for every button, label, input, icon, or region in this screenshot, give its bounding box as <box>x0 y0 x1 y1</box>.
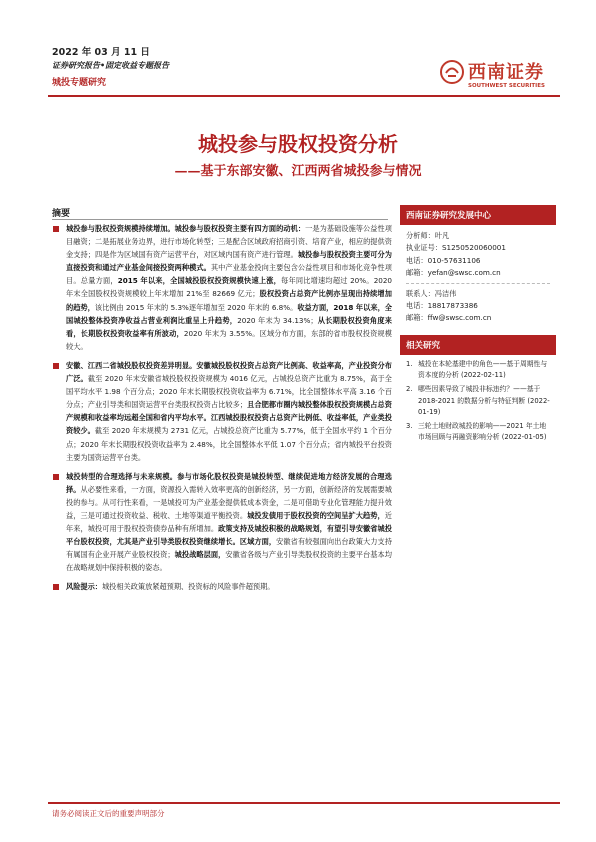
abstract-paragraph <box>52 470 392 575</box>
contact-line: 联系人：冯洁伟 <box>406 288 457 298</box>
bullet-icon <box>53 363 59 369</box>
emphasis-text: 政策支持及城投积极的战略规划，有望引导安徽省城投平台股权投资，尤其是产业引导类股权投资继续增长。区域方面， <box>66 524 392 547</box>
related-item-number: 1. <box>406 359 413 368</box>
sidebar <box>400 205 556 446</box>
contact-line: 邮箱：yefan@swsc.com.cn <box>406 268 501 278</box>
related-research-list <box>400 355 556 444</box>
logo-text-cn: 西南证券 <box>468 62 544 83</box>
related-research-item[interactable] <box>406 384 550 419</box>
sidebar-org-heading: 西南证券研究发展中心 <box>400 205 556 225</box>
abstract-divider <box>52 219 388 220</box>
logo-mark-icon <box>440 60 464 84</box>
body-text: 每年同比增速均超过 20%。2020 年末全国股权投资规模较上年末增加 21%至 82669 亿元； <box>66 276 392 299</box>
logo-text-en: SOUTHWEST SECURITIES <box>468 83 545 89</box>
bullet-icon <box>53 584 59 590</box>
abstract-heading: 摘要 <box>52 209 71 219</box>
report-type: 证券研究报告•固定收益专题报告 <box>52 61 170 70</box>
report-date: 2022 年 03 月 11 日 <box>52 47 150 58</box>
body-text: 2020 年末为 34.13%； <box>237 315 318 325</box>
related-research-item[interactable] <box>406 421 550 444</box>
page-title: 城投参与股权投资分析 <box>198 132 398 156</box>
body-text: 其中产业基金投向主要包含公益性项目和市场化竞争性项目。总量方面， <box>66 263 392 286</box>
body-text: 近年来，城投可用于股权投资债券品种有所增加。 <box>66 510 392 534</box>
body-text: 一是为基础设施等公益性项目融资；二是拓展业务边界，进行市场化转型；三是配合区域政府招商引资、培育产业，相应的提供资金支持；四是作为区域国有资产运营平台，对区域内国有资产进行管理。 <box>66 224 392 260</box>
body-text: 截至 2020 年末安徽省城投股权投资规模为 4016 亿元，占城投总资产比重为 8.75%，高于全国平均水平 1.98 个百分点；2020 年末长期股权投资收益率为 6.71%，比全国整体水平高 3.16 个百分点；产业引导类和国资运营平台类股权投资占比较多； <box>66 374 392 410</box>
related-item-title: 哪些因素导致了城投非标违约？——基于 2018-2021 的数据分析与特征判断 (2022-01-19) <box>418 385 550 417</box>
related-item-number: 3. <box>406 421 413 430</box>
related-item-number: 2. <box>406 385 413 394</box>
related-item-title: 三轮土地财政城投的影响——2021 年土地市场回顾与再融资影响分析 (2022-01-05) <box>418 421 547 442</box>
emphasis-text: 城投战略层面， <box>174 550 226 560</box>
emphasis-text: 安徽、江西二省城投股权投资差异明显。安徽城投股权投资占总资产比例高、收益率高，产业投资分布广泛。 <box>66 360 392 384</box>
abstract-body <box>52 222 392 600</box>
emphasis-text: 收益方面，2018 年以来，全国城投整体投资净收益占营业利润比重呈上升趋势， <box>66 302 392 325</box>
abstract-paragraph <box>52 580 392 593</box>
emphasis-text: 城投发债用于股权投资的空间呈扩大趋势， <box>247 510 385 520</box>
related-research-item[interactable] <box>406 359 550 382</box>
emphasis-text: 城投参与股权投资规模持续增加。城投参与股权投资主要有四方面的动机： <box>66 224 306 233</box>
emphasis-text: 股权投资占总资产比例亦呈现出持续增加的趋势， <box>66 289 392 312</box>
contact-line: 分析师：叶凡 <box>406 231 450 240</box>
related-research-heading: 相关研究 <box>400 335 556 355</box>
emphasis-text: 且合肥都市圈内城投整体股权投资规模占总资产规模和收益率均远超全国和省内平均水平。江西城投股权投资占总资产比例低、收益率低，产业类投资较少。 <box>66 400 392 436</box>
body-text: 安徽省各级与产业引导类股权投资的主要平台基本均在战略规划中保持积极的姿态。 <box>66 550 392 573</box>
footer-disclaimer: 请务必阅读正文后的重要声明部分 <box>52 809 165 818</box>
report-subtype: 城投专题研究 <box>52 78 107 88</box>
body-text: 城投相关政策放紧超预期、投资标的风险事件超预期。 <box>101 582 275 592</box>
contact-line: 邮箱：ffw@swsc.com.cn <box>406 313 492 323</box>
analyst-contacts <box>400 225 556 325</box>
body-text: 截至 2020 年末规模为 2731 亿元，占城投总资产比重为 5.77%，低于全国水平约 1 个百分点；2020 年末长期股权投资收益率为 2.48%，比全国整体水平低 1.07 个百分点；省内城投平台投资主要为国资运营平台类。 <box>66 426 392 462</box>
header-divider <box>48 95 560 97</box>
bullet-icon <box>53 474 59 480</box>
contact-line: 电话：18817873386 <box>406 301 478 311</box>
footer-divider <box>48 802 560 804</box>
abstract-paragraph <box>52 222 392 353</box>
body-text: 从必要性来看，一方面，资源投入需转入效率更高的创新经济，另一方面，创新经济的发展需要城投的参与。从可行性来看，一是城投可为产业基金提供低成本资金，二是可借助专业化管理能力提升效益，三是可通过投资收益、税收、土地等渠道平衡投资。 <box>66 484 392 520</box>
related-item-title: 城投在本轮基建中的角色——基于周期性与资本度的分析 (2022-02-11) <box>418 359 548 380</box>
contact-line: 电话：010-57631106 <box>406 255 481 265</box>
emphasis-text: 城投转型的合理选择与未来规模。参与市场化股权投资是城投转型、继续促进地方经济发展的合理选择。 <box>66 471 392 494</box>
emphasis-text: 城投参与股权投资主要可分为直接投资和通过产业基金间接投资两种模式。 <box>66 250 392 273</box>
company-logo <box>440 58 552 98</box>
page-subtitle: ——基于东部安徽、江西两省城投参与情况 <box>174 164 422 179</box>
bullet-icon <box>53 226 59 232</box>
emphasis-text: 2015 年以来，全国城投股权投资规模快速上涨， <box>117 276 282 286</box>
emphasis-text: 从长期股权投资角度来看，长期股权投资收益率有所波动， <box>66 315 392 338</box>
body-text: 安徽省有较强面向出台政策大力支持有属国有企业开展产业股权投资； <box>66 537 392 560</box>
contact-separator <box>406 283 550 285</box>
body-text: 该比例由 2015 年末的 5.3%逐年增加至 2020 年末的 6.8%。 <box>94 302 298 312</box>
contact-line: 执业证号：S1250520060001 <box>406 243 506 253</box>
abstract-paragraph <box>52 359 392 464</box>
emphasis-text: 风险提示： <box>66 582 102 592</box>
body-text: 2020 年末为 3.55%。区域分布方面，东部的省市股权投资规模较大。 <box>66 328 392 351</box>
